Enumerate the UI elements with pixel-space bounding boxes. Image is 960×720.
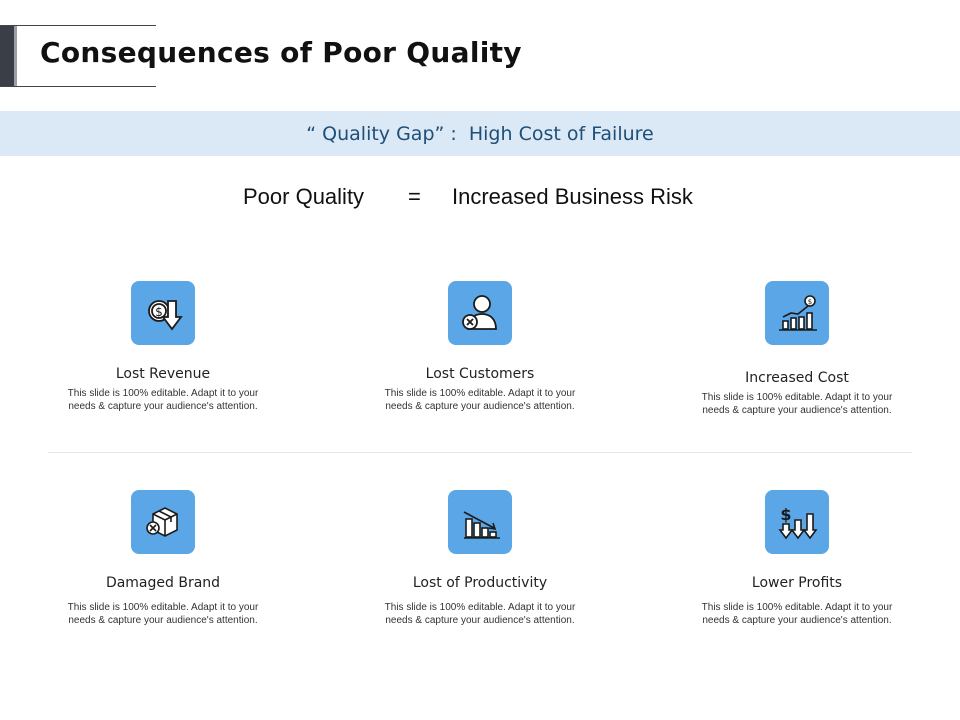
equation-left: Poor Quality (243, 184, 365, 209)
card-increased-cost (677, 281, 917, 417)
card-description (43, 601, 283, 627)
card-description-line: needs & capture your audience's attention. (385, 401, 575, 412)
card-description-line: needs & capture your audience's attention. (702, 405, 892, 416)
card-description-line: This slide is 100% editable. Adapt it to your (384, 602, 576, 613)
dollar-down-arrows-icon (765, 490, 829, 554)
card-title: Lost Customers (425, 366, 535, 382)
card-lost-customers (360, 281, 600, 413)
card-lower-profits (677, 490, 917, 627)
card-description-line: needs & capture your audience's attention. (68, 615, 258, 626)
card-description (43, 387, 283, 413)
dollar-down-arrow-icon (131, 281, 195, 345)
cost-growth-chart-icon (765, 281, 829, 345)
quality-gap-banner: “ Quality Gap” : High Cost of Failure (0, 111, 960, 156)
card-description (360, 387, 600, 413)
svg-text:$: $ (780, 505, 792, 524)
card-description (677, 601, 917, 627)
card-description-line: This slide is 100% editable. Adapt it to your (701, 602, 893, 613)
card-title: Damaged Brand (105, 575, 221, 591)
equation-operator: = (408, 184, 421, 209)
card-description-line: needs & capture your audience's attention. (68, 401, 258, 412)
card-damaged-brand (43, 490, 283, 627)
card-title: Lost of Productivity (412, 575, 548, 591)
row-divider (48, 452, 912, 453)
card-description (360, 601, 600, 627)
damaged-box-icon (131, 490, 195, 554)
card-description-line: needs & capture your audience's attention. (702, 615, 892, 626)
svg-text:$: $ (807, 298, 813, 306)
slide-title: Consequences of Poor Quality (40, 36, 522, 69)
card-title: Increased Cost (745, 370, 849, 386)
card-lost-revenue (43, 281, 283, 413)
card-description-line: This slide is 100% editable. Adapt it to your (67, 388, 259, 399)
card-lost-of-productivity (360, 490, 600, 627)
card-description-line: This slide is 100% editable. Adapt it to your (67, 602, 259, 613)
declining-bars-icon (448, 490, 512, 554)
risk-equation (0, 184, 960, 214)
card-title: Lower Profits (751, 575, 843, 591)
card-description (677, 391, 917, 417)
svg-text:$: $ (155, 305, 163, 319)
equation-right: Increased Business Risk (452, 184, 693, 209)
user-remove-icon (448, 281, 512, 345)
title-accent-light (14, 26, 17, 86)
card-description-line: needs & capture your audience's attention. (385, 615, 575, 626)
card-description-line: This slide is 100% editable. Adapt it to your (701, 392, 893, 403)
card-title: Lost Revenue (115, 366, 211, 382)
card-description-line: This slide is 100% editable. Adapt it to your (384, 388, 576, 399)
title-accent-dark (0, 26, 14, 86)
